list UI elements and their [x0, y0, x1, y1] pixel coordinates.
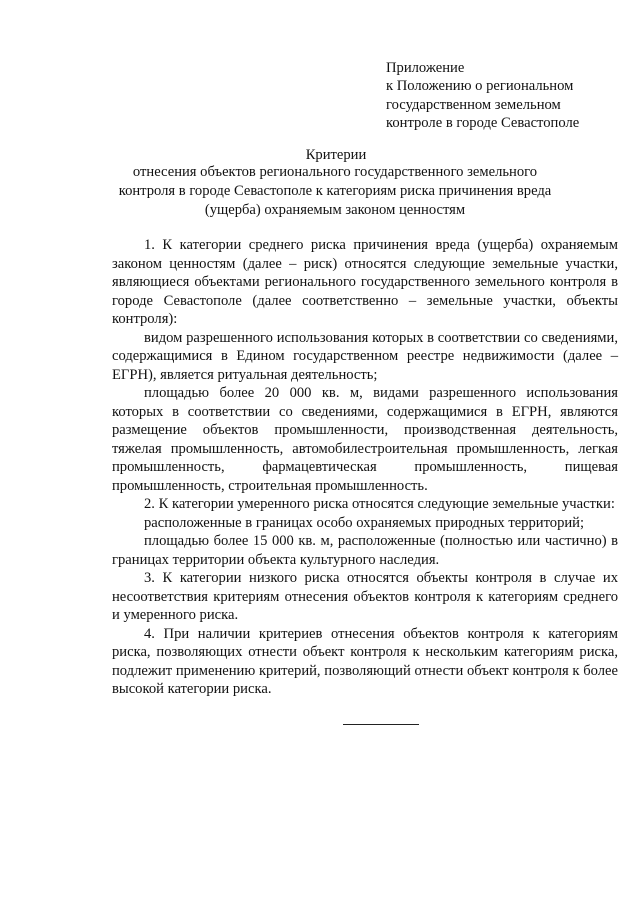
appendix-header	[386, 59, 616, 132]
appendix-line: государственном земельном	[386, 96, 561, 113]
document-title: Критерии	[305, 147, 367, 163]
paragraph: площадью более 20 000 кв. м, видами разрешенного использования которых в соответствии со сведениями, содержащимися в ЕГРН, являются размещение объектов промышленности, производственная деятельность, тяжелая промышленность, автомобилестроительная промышленность, легкая промышленность, фармацевтическая промышленность, пищевая промышленность, строительная промышленность.	[112, 385, 618, 494]
paragraph: расположенные в границах особо охраняемых природных территорий;	[144, 514, 585, 531]
document-subtitle: отнесения объектов регионального государственного земельного контроля в городе Севастополе к категориям риска причинения вреда (ущерба) охраняемым законом ценностям	[118, 164, 552, 218]
document-body	[112, 236, 618, 699]
paragraph: площадью более 15 000 кв. м, расположенные (полностью или частично) в границах территории объекта культурного наследия.	[112, 533, 618, 568]
closing-divider	[343, 724, 419, 725]
paragraph: 3. К категории низкого риска относятся объекты контроля в случае их несоответствия критериям отнесения объектов контроля к категориям среднего и умеренного риска.	[112, 570, 618, 623]
appendix-line: Приложение	[386, 60, 465, 76]
paragraph: 4. При наличии критериев отнесения объектов контроля к категориям риска, позволяющих отнести объект контроля к нескольким категориям риска, подлежит применению критерий, позволяющий отнести объект контроля к более высокой категории риска.	[112, 625, 618, 697]
paragraph: видом разрешенного использования которых в соответствии со сведениями, содержащимися в Едином государственном реестре недвижимости (далее – ЕГРН), является ритуальная деятельность;	[112, 329, 618, 383]
appendix-line: к Положению о региональном	[386, 78, 574, 95]
appendix-line: контроле в городе Севастополе	[386, 114, 580, 131]
paragraph: 1. К категории среднего риска причинения вреда (ущерба) охраняемым законом ценностям (далее – риск) относятся следующие земельные участки, являющиеся объектами регионального государственного земельного контроля в городе Севастополе (далее соответственно – земельные участки, объекты контроля):	[112, 237, 618, 327]
paragraph: 2. К категории умеренного риска относятся следующие земельные участки:	[144, 496, 615, 512]
